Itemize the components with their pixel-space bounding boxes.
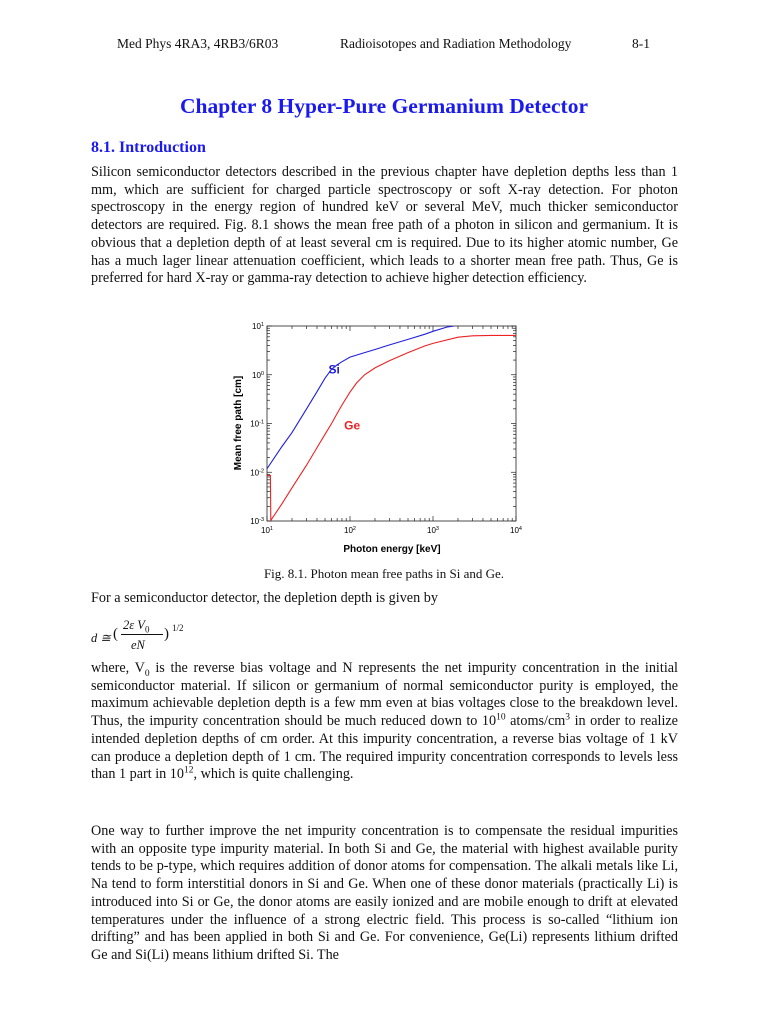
- equation-numerator-sub: 0: [144, 624, 150, 635]
- header-course-title: Radioisotopes and Radiation Methodology: [340, 36, 572, 51]
- compensation-paragraph: One way to further improve the net impurity concentration is to compensate the residual impurities with an opposite type impurity material. In both Si and Ge, the material with highest available purity tends to be p-type, which requires addition of donor atoms for compensation. The alkali metals like Li, Na tend to form interstitial donors in Si and Ge. When one of these donor materials (practically Li) is introduced into Si or Ge, the donor atoms are easily ionized and are mobile enough to drift at elevated temperatures under the influence of a strong electric field. This process is so-called “lithium ion drifting” and has been applied in both Si and Ge. For convenience, Ge(Li) represents lithium drifted Ge and Si(Li) means lithium drifted Si. The: [91, 823, 678, 963]
- y-axis-label: Mean free path [cm]: [233, 375, 244, 471]
- series-line-si: [267, 326, 454, 469]
- y-tick-label: $10^{-1}$: [250, 419, 264, 429]
- intro-paragraph: Silicon semiconductor detectors described in the previous chapter have depletion depths less than 1 mm, which are sufficient for charged particle spectroscopy or soft X-ray detection. For photon spectroscopy in the energy region of hundred keV or several MeV, much thicker semiconductor detectors are required. Fig. 8.1 shows the mean free path of a photon in silicon and germanium. It is obvious that a depletion depth of at least several cm is required. Due to its higher atomic number, Ge has a much lager linear attenuation coefficient, which leads to a shorter mean free path. Thus, Ge is preferred for hard X-ray or gamma-ray detection to achieve higher detection efficiency.: [91, 164, 678, 287]
- series-label-si: Si: [328, 362, 340, 377]
- x-tick-label: $10^3$: [427, 526, 439, 535]
- chapter-title: Chapter 8 Hyper-Pure Germanium Detector: [180, 94, 588, 118]
- equation-lhs: d ≅: [91, 631, 111, 645]
- y-tick-label: $10^{-3}$: [250, 517, 264, 526]
- impurity-paragraph: where, $V_0$ is the reverse bias voltage and N represents the net impurity concentration in the initial semiconductor material. If silicon or germanium of normal semiconductor purity is employed, the maximum achievable depletion depth is a few mm even at bias voltages close to the breakdown level. Thus, the impurity concentration should be much reduced down to $10^{10}$ atoms/$cm^3$ in order to realize intended depletion depths of cm order. At this impurity concentration, a reverse bias voltage of 1 kV can produce a depletion depth of 1 cm. The required impurity concentration corresponds to levels less than 1 part in $10^{12}$, which is quite challenging.: [91, 660, 679, 783]
- equation-paren-right: ): [164, 626, 169, 642]
- x-axis-label: Photon energy [keV]: [343, 544, 441, 555]
- x-tick-label: $10^4$: [510, 526, 522, 535]
- series-line-ge: [267, 335, 516, 520]
- header-page-number: 8-1: [632, 36, 650, 51]
- equation-denominator: eN: [131, 638, 145, 652]
- chart-svg: [230, 318, 530, 563]
- series-label-ge: Ge: [344, 418, 361, 433]
- equation-paren-left: (: [113, 626, 118, 642]
- plot-frame: [267, 326, 516, 521]
- fraction-bar: [121, 634, 163, 635]
- section-title: 8.1. Introduction: [91, 139, 206, 156]
- mean-free-path-chart: [230, 318, 530, 563]
- equation-exponent: 1/2: [172, 623, 184, 633]
- equation-numerator: 2ε $V_0$: [123, 618, 150, 635]
- depletion-intro-text: For a semiconductor detector, the depletion depth is given by: [91, 590, 438, 606]
- header-course: Med Phys 4RA3, 4RB3/6R03: [117, 36, 279, 51]
- figure-caption: Fig. 8.1. Photon mean free paths in Si and Ge.: [263, 566, 505, 581]
- x-tick-label: $10^1$: [261, 526, 273, 535]
- x-tick-label: $10^2$: [344, 526, 356, 535]
- y-tick-label: $10^0$: [252, 370, 264, 380]
- y-tick-label: $10^{-2}$: [250, 468, 264, 478]
- depletion-depth-equation: [91, 618, 211, 656]
- y-tick-label: $10^1$: [252, 322, 264, 331]
